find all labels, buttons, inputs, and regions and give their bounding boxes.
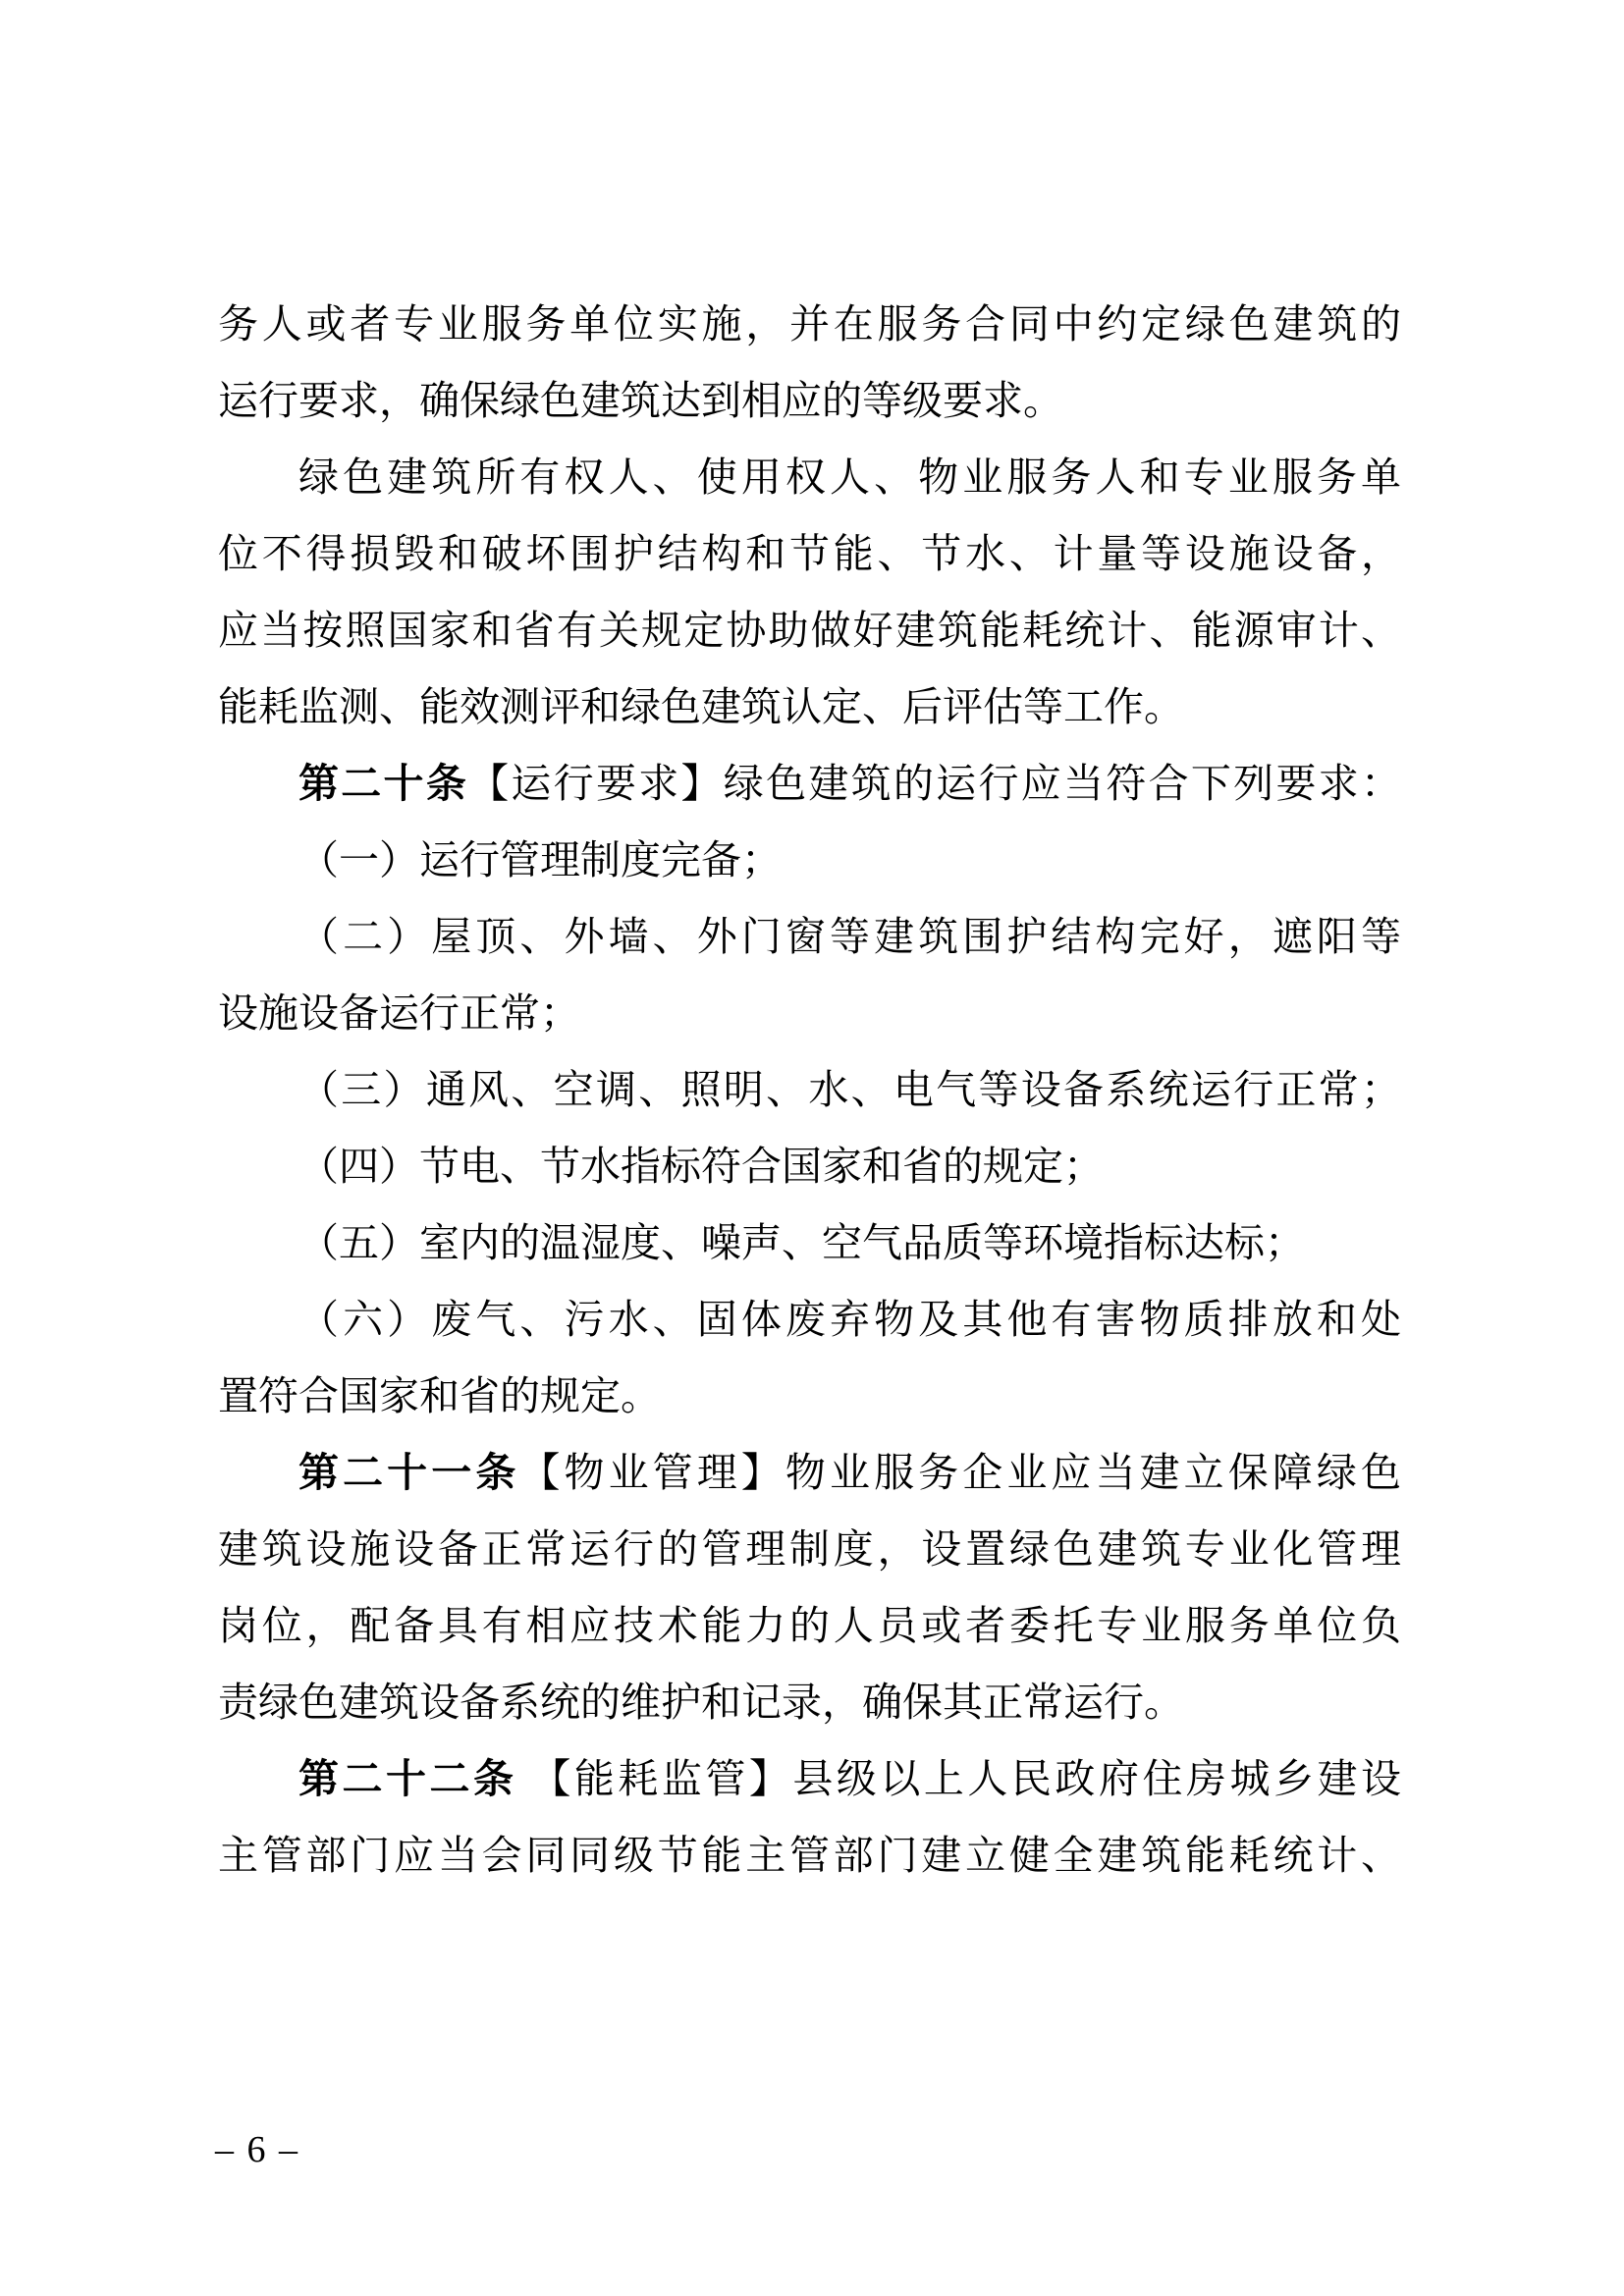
text-line (218, 1281, 1401, 1358)
text-segment: 置符合国家和省的规定。 (218, 1373, 661, 1418)
text-segment: 绿色建筑所有权人、使用权人、物业服务人和专业服务单 (298, 454, 1401, 500)
text-line (218, 1664, 1401, 1740)
document-body (218, 286, 1401, 1894)
text-line (218, 362, 1401, 439)
text-segment: 设施设备运行正常； (218, 990, 580, 1036)
text-segment: 岗位，配备具有相应技术能力的人员或者委托专业服务单位负 (218, 1603, 1401, 1648)
text-line (218, 286, 1401, 362)
text-line (218, 1587, 1401, 1664)
text-segment: 主管部门应当会同同级节能主管部门建立健全建筑能耗统计、 (218, 1833, 1401, 1878)
text-segment: （三）通风、空调、照明、水、电气等设备系统运行正常； (298, 1067, 1401, 1112)
text-line (218, 1434, 1401, 1511)
text-line (218, 1204, 1401, 1281)
text-segment: 位不得损毁和破坏围护结构和节能、节水、计量等设施设备， (218, 531, 1401, 576)
text-line (218, 1740, 1401, 1817)
text-segment: （一）运行管理制度完备； (298, 837, 782, 882)
text-segment: 【运行要求】绿色建筑的运行应当符合下列要求： (468, 761, 1401, 806)
text-line (218, 439, 1401, 515)
text-line (218, 975, 1401, 1051)
text-line (218, 822, 1401, 898)
text-line (218, 898, 1401, 975)
text-segment: （四）节电、节水指标符合国家和省的规定； (298, 1144, 1104, 1189)
text-segment: （二）屋顶、外墙、外门窗等建筑围护结构完好，遮阳等 (298, 914, 1401, 959)
text-line (218, 1051, 1401, 1128)
text-segment: 能耗监测、能效测评和绿色建筑认定、后评估等工作。 (218, 684, 1184, 729)
text-line (218, 1817, 1401, 1894)
article-number: 第二十二条 (298, 1756, 531, 1801)
text-line (218, 1511, 1401, 1587)
text-line (218, 1128, 1401, 1204)
text-line (218, 1358, 1401, 1434)
article-number: 第二十一条 (298, 1450, 520, 1495)
text-segment: （六）废气、污水、固体废弃物及其他有害物质排放和处 (298, 1297, 1401, 1342)
text-line (218, 668, 1401, 745)
text-segment: （五）室内的温湿度、噪声、空气品质等环境指标达标； (298, 1220, 1305, 1265)
text-segment: 建筑设施设备正常运行的管理制度，设置绿色建筑专业化管理 (218, 1526, 1401, 1572)
text-segment: 【物业管理】物业服务企业应当建立保障绿色 (519, 1450, 1401, 1495)
text-segment: 务人或者专业服务单位实施，并在服务合同中约定绿色建筑的 (218, 301, 1401, 347)
article-number: 第二十条 (298, 761, 469, 806)
text-segment: 运行要求，确保绿色建筑达到相应的等级要求。 (218, 378, 1063, 423)
text-segment: 应当按照国家和省有关规定协助做好建筑能耗统计、能源审计、 (218, 608, 1401, 653)
text-line (218, 745, 1401, 822)
text-segment: 责绿色建筑设备系统的维护和记录，确保其正常运行。 (218, 1680, 1184, 1725)
page-footer (215, 2126, 299, 2173)
text-line (218, 592, 1401, 668)
text-segment: 【能耗监管】县级以上人民政府住房城乡建设 (530, 1756, 1401, 1801)
page-number: – 6 – (215, 2129, 299, 2170)
text-line (218, 515, 1401, 592)
